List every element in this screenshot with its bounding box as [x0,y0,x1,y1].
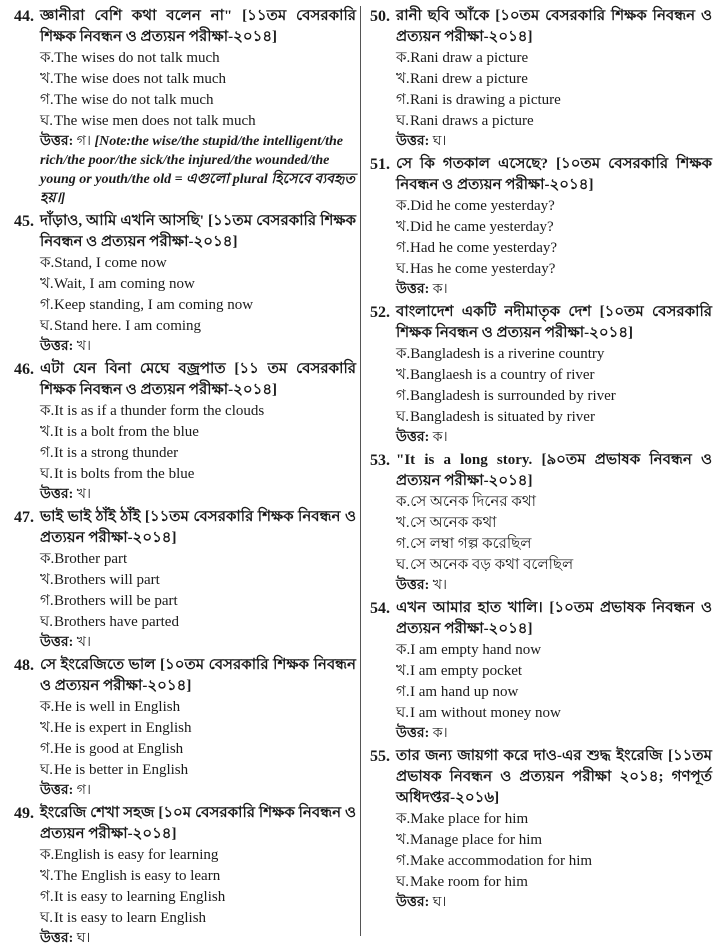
answer-value: খ। [76,635,91,650]
option-text: Rani drew a picture [410,71,528,87]
question-number: 51. [370,156,390,173]
option-label: খ. [40,424,54,440]
answer-value: ক। [432,282,448,297]
answer-option [370,344,712,365]
answer-option [14,253,356,274]
answer-option [370,851,712,872]
answer-line [14,132,356,208]
option-label: ক. [40,403,55,419]
answer-label: উত্তর: [396,726,430,741]
option-label: ঘ. [396,261,410,277]
option-label: খ. [40,572,54,588]
question-number: 49. [14,805,34,822]
answer-option [370,555,712,576]
option-text: The wise do not talk much [54,92,214,108]
answer-line [14,781,356,800]
option-text: The wise men does not talk much [54,113,256,129]
option-text: Bangladesh is surrounded by river [410,388,616,404]
option-text: Bangladesh is situated by river [410,409,595,425]
answer-option [14,401,356,422]
answer-option [14,274,356,295]
question-text: এখন আমার হাত খালি। [১০তম প্রভাষক নিবন্ধন ও প্রত্যয়ন পরীক্ষা-২০১৪] [396,600,712,637]
question-text: সে ইংরেজিতে ভাল [১০তম বেসরকারি শিক্ষক নিবন্ধন ও প্রত্যয়ন পরীক্ষা-২০১৪] [40,657,356,694]
option-text: The wises do not talk much [54,50,220,66]
question-number: 46. [14,361,34,378]
answer-line [370,576,712,595]
option-label: ঘ. [40,614,54,630]
answer-option [370,48,712,69]
answer-option [370,90,712,111]
option-text: Make accommodation for him [410,853,593,869]
option-label: ক. [40,551,55,567]
option-text: I am empty hand now [410,642,542,658]
option-text: The English is easy to learn [54,868,221,884]
option-text: It is bolts from the blue [54,466,195,482]
answer-option [14,612,356,633]
option-label: খ. [40,720,54,736]
question-text: "It is a long story. [৯০তম প্রভাষক নিবন্ধন ও প্রত্যয়ন পরীক্ষা-২০১৪] [396,452,712,489]
option-label: খ. [396,71,410,87]
option-label: ঘ. [40,466,54,482]
option-label: খ. [40,276,54,292]
option-label: ঘ. [396,557,410,573]
option-text: He is better in English [54,762,189,778]
answer-option [370,513,712,534]
option-label: ঘ. [40,762,54,778]
answer-value: গ। [76,134,91,149]
question-item [370,6,712,151]
answer-note: [Note:the wise/the stupid/the intelligent/the rich/the poor/the sick/the injured/the wounded/the young or youth/the old = এগুলো plural হিসেবে ব্যবহৃত হয়।] [40,134,356,206]
question-text: রানী ছবি আঁকে [১০তম বেসরকারি শিক্ষক নিবন্ধন ও প্রত্যয়ন পরীক্ষা-২০১৪] [396,8,712,45]
question-text: এটা যেন বিনা মেঘে বজ্রপাত [১১ তম বেসরকারি শিক্ষক নিবন্ধন ও প্রত্যয়ন পরীক্ষা-২০১৪] [40,361,356,398]
question-item [14,803,356,948]
option-text: Manage place for him [410,832,543,848]
answer-option [370,703,712,724]
option-text: He is expert in English [54,720,192,736]
question-item [14,6,356,208]
option-text: Rani draw a picture [410,50,529,66]
option-text: সে অনেক কথা [410,515,497,531]
option-text: সে লম্বা গল্প করেছিল [410,536,532,552]
answer-option [14,845,356,866]
option-text: Had he come yesterday? [410,240,558,256]
answer-line [14,485,356,504]
answer-line [370,724,712,743]
option-label: ক. [40,699,55,715]
answer-label: উত্তর: [40,339,74,354]
question-heading [370,598,712,640]
question-number: 45. [14,213,34,230]
answer-label: উত্তর: [40,931,74,946]
question-text: তার জন্য জায়গা করে দাও-এর শুদ্ধ ইংরেজি [১১তম প্রভাষক নিবন্ধন ও প্রত্যয়ন পরীক্ষা ২০১৪; গণপূর্ত অধিদপ্তর-২০১৬] [396,748,712,806]
question-heading [370,450,712,492]
answer-label: উত্তর: [40,134,74,149]
answer-option [14,316,356,337]
answer-option [14,90,356,111]
answer-option [14,422,356,443]
answer-label: উত্তর: [40,635,74,650]
question-item [14,655,356,800]
question-item [370,598,712,743]
question-item [370,154,712,299]
answer-option [14,69,356,90]
option-label: গ. [40,445,54,461]
option-label: খ. [40,71,54,87]
question-heading [370,746,712,809]
question-heading [14,211,356,253]
answer-value: খ। [76,339,91,354]
question-heading [14,359,356,401]
answer-option [14,908,356,929]
answer-option [370,407,712,428]
option-text: I am hand up now [410,684,519,700]
question-text: বাংলাদেশ একটি নদীমাতৃক দেশ [১০তম বেসরকারি শিক্ষক নিবন্ধন ও প্রত্যয়ন পরীক্ষা-২০১৪] [396,304,712,341]
option-label: গ. [396,684,410,700]
answer-option [14,887,356,908]
option-text: He is well in English [54,699,181,715]
question-number: 53. [370,452,390,469]
option-label: ক. [40,847,55,863]
answer-label: উত্তর: [396,895,430,910]
option-text: সে অনেক দিনের কথা [410,494,536,510]
option-label: ক. [396,494,411,510]
answer-label: উত্তর: [40,783,74,798]
answer-label: উত্তর: [396,134,430,149]
option-label: ক. [396,642,411,658]
answer-option [370,492,712,513]
answer-value: ক। [432,430,448,445]
answer-label: উত্তর: [396,578,430,593]
option-label: খ. [396,663,410,679]
question-heading [370,154,712,196]
answer-line [370,428,712,447]
answer-option [370,259,712,280]
answer-line [14,929,356,948]
answer-option [14,866,356,887]
answer-value: ক। [432,726,448,741]
option-label: ক. [396,811,411,827]
option-label: ক. [40,50,55,66]
option-text: Banglaesh is a country of river [410,367,595,383]
answer-option [370,830,712,851]
question-item [14,211,356,356]
option-text: It is a bolt from the blue [54,424,199,440]
option-label: ঘ. [40,318,54,334]
answer-option [14,464,356,485]
option-label: ক. [396,346,411,362]
option-text: I am without money now [410,705,561,721]
option-label: ঘ. [396,113,410,129]
option-text: Wait, I am coming now [54,276,195,292]
option-label: গ. [396,388,410,404]
answer-option [370,640,712,661]
option-text: I am empty pocket [410,663,523,679]
answer-value: খ। [76,487,91,502]
option-text: Brothers will be part [54,593,178,609]
answer-value: খ। [432,578,447,593]
option-text: The wise does not talk much [54,71,227,87]
option-label: গ. [396,92,410,108]
answer-option [14,591,356,612]
option-label: খ. [396,367,410,383]
answer-option [370,809,712,830]
answer-option [370,111,712,132]
answer-option [14,295,356,316]
option-label: ঘ. [40,910,54,926]
option-label: ঘ. [396,409,410,425]
option-label: খ. [396,832,410,848]
question-item [14,507,356,652]
answer-line [370,893,712,912]
question-text: সে কি গতকাল এসেছে? [১০তম বেসরকারি শিক্ষক নিবন্ধন ও প্রত্যয়ন পরীক্ষা-২০১৪] [396,156,712,193]
option-label: ক. [396,50,411,66]
question-heading [370,6,712,48]
question-item [370,450,712,595]
question-number: 50. [370,8,390,25]
option-label: ঘ. [396,874,410,890]
answer-option [14,570,356,591]
answer-option [14,111,356,132]
question-text: ইংরেজি শেখা সহজ [১০ম বেসরকারি শিক্ষক নিবন্ধন ও প্রত্যয়ন পরীক্ষা-২০১৪] [40,805,356,842]
question-number: 52. [370,304,390,321]
option-text: Did he come yesterday? [410,198,555,214]
option-label: গ. [396,240,410,256]
option-text: Brothers have parted [54,614,179,630]
question-heading [14,655,356,697]
option-text: It is a strong thunder [54,445,179,461]
option-label: ক. [396,198,411,214]
column-divider [360,6,361,936]
option-text: Stand, I come now [54,255,167,271]
answer-line [14,633,356,652]
option-label: খ. [396,219,410,235]
question-number: 44. [14,8,34,25]
answer-option [14,549,356,570]
question-text: দাঁড়াও, আমি এখনি আসছি' [১১তম বেসরকারি শিক্ষক নিবন্ধন ও প্রত্যয়ন পরীক্ষা-২০১৪] [40,213,356,250]
question-number: 54. [370,600,390,617]
option-label: গ. [40,593,54,609]
answer-value: ঘ। [432,134,447,149]
option-label: গ. [40,889,54,905]
option-text: Rani is drawing a picture [410,92,561,108]
option-text: Bangladesh is a riverine country [410,346,605,362]
answer-line [370,280,712,299]
option-label: ঘ. [40,113,54,129]
answer-option [370,238,712,259]
option-text: Brothers will part [54,572,160,588]
option-text: It is easy to learning English [54,889,226,905]
option-label: গ. [396,536,410,552]
answer-option [370,534,712,555]
question-number: 48. [14,657,34,674]
answer-option [370,196,712,217]
option-label: গ. [396,853,410,869]
question-heading [14,6,356,48]
option-label: গ. [40,92,54,108]
option-label: খ. [40,868,54,884]
answer-option [370,217,712,238]
option-text: Did he came yesterday? [410,219,554,235]
answer-option [14,760,356,781]
question-text: জ্ঞানীরা বেশি কথা বলেন না" [১১তম বেসরকারি শিক্ষক নিবন্ধন ও প্রত্যয়ন পরীক্ষা-২০১৪] [40,8,356,45]
answer-label: উত্তর: [40,487,74,502]
answer-label: উত্তর: [396,282,430,297]
option-text: Stand here. I am coming [54,318,202,334]
option-text: It is easy to learn English [54,910,207,926]
question-text: ভাই ভাই ঠাঁই ঠাঁই [১১তম বেসরকারি শিক্ষক নিবন্ধন ও প্রত্যয়ন পরীক্ষা-২০১৪] [40,509,356,546]
answer-option [370,661,712,682]
option-text: Make place for him [410,811,529,827]
answer-value: ঘ। [76,931,91,946]
option-label: ঘ. [396,705,410,721]
option-text: Has he come yesterday? [410,261,556,277]
answer-option [370,69,712,90]
option-text: Brother part [54,551,128,567]
option-text: English is easy for learning [54,847,219,863]
question-number: 47. [14,509,34,526]
question-number: 55. [370,748,390,765]
answer-option [370,872,712,893]
question-heading [370,302,712,344]
answer-label: উত্তর: [396,430,430,445]
question-item [370,302,712,447]
right-column [370,6,712,915]
left-column [14,6,356,951]
option-label: খ. [396,515,410,531]
answer-option [14,739,356,760]
answer-option [370,682,712,703]
answer-option [370,365,712,386]
answer-line [370,132,712,151]
option-text: সে অনেক বড় কথা বলেছিল [410,557,574,573]
option-label: গ. [40,297,54,313]
option-text: It is as if a thunder form the clouds [54,403,265,419]
answer-line [14,337,356,356]
answer-option [14,48,356,69]
answer-option [370,386,712,407]
question-item [14,359,356,504]
answer-value: ঘ। [432,895,447,910]
answer-option [14,718,356,739]
question-item [370,746,712,912]
option-text: Make room for him [410,874,528,890]
question-heading [14,803,356,845]
answer-option [14,697,356,718]
option-label: গ. [40,741,54,757]
answer-value: গ। [76,783,91,798]
option-label: ক. [40,255,55,271]
option-text: Rani draws a picture [410,113,534,129]
option-text: Keep standing, I am coming now [54,297,254,313]
answer-option [14,443,356,464]
question-heading [14,507,356,549]
option-text: He is good at English [54,741,184,757]
